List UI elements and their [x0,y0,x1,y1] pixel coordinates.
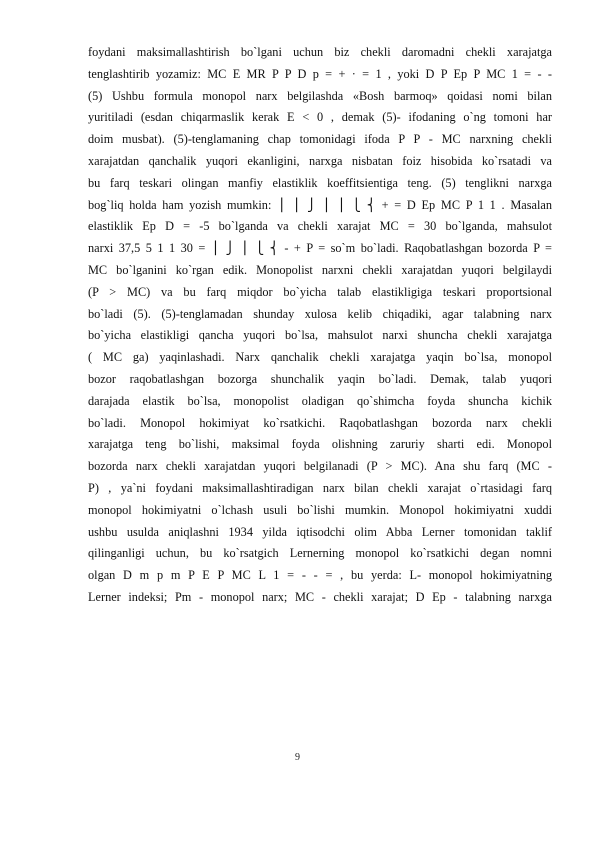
text-line: yuritiladi (esdan chiqarmaslik kerak E < 0 , demak (5)- ifodaning o`ng tomoni har [88,110,552,125]
text-line: ( MC ga) yaqinlashadi. Narx qanchalik chekli xarajatga yaqin bo`lsa, monopol [88,350,552,365]
text-line: bozorda narx chekli xarajatdan yuqori belgilanadi (P > MC). Ana shu farq (MC - [88,459,552,474]
text-line: narxi 37,5 5 1 1 30 = ⎪ ⎭ ⎪ ⎩ ⎨ - + P = so`m bo`ladi. Raqobatlashgan bozorda P = [88,241,552,256]
text-line: darajada elastik bo`lsa, monopolist oladigan qo`shimcha foyda shuncha kichik [88,393,552,408]
text-line: ushbu usulda aniqlashni 1934 yilda iqtisodchi olim Abba Lerner tomonidan taklif [88,524,552,539]
text-line: Lerner indeksi; Pm - monopol narx; MC - chekli xarajat; D Ep - talabning narxga [88,589,552,604]
text-line: (5) Ushbu formula monopol narx belgilashda «Bosh barmoq» qoidasi nomi bilan [88,88,552,103]
text-line: xarajatga teng bo`lishi, maksimal foyda olishning zaruriy sharti edi. Monopol [88,437,552,452]
text-line: P) , ya`ni foydani maksimallashtiradigan narx bilan chekli xarajat o`rtasidagi farq [88,480,552,495]
text-line: (P > MC) va bu farq miqdor bo`yicha talab elastikligiga teskari proportsional [88,284,552,299]
text-line: olgan D m p m P E P MC L 1 = - - = , bu yerda: L- monopol hokimiyatning [88,568,552,583]
text-line: doim musbat). (5)-tenglamaning chap tomonidagi ifoda P P - MC narxning chekli [88,132,552,147]
text-line: bo`ladi (5). (5)-tenglamadan shunday xulosa kelib chiqadiki, agar talabning narx [88,306,552,321]
text-line: foydani maksimallashtirish bo`lgani uchun biz chekli daromadni chekli xarajatga [88,45,552,59]
text-line: tenglashtirib yozamiz: MC E MR P P D p = + · = 1 , yoki D P Ep P MC 1 = - - [88,66,552,81]
text-line: xarajatdan qanchalik yuqori ekanligini, narxga nisbatan foiz hisobida ko`rsatadi va [88,153,552,168]
body-text [88,42,552,609]
text-line: elastiklik Ep D = -5 bo`lganda va chekli xarajat MC = 30 bo`lganda, mahsulot [88,219,552,234]
text-line: MC bo`lganini ko`rgan edik. Monopolist narxni chekli xarajatdan yuqori belgilaydi [88,262,552,277]
text-line: qilinganligi uchun, bu ko`rsatgich Lernerning monopol ko`rsatkichi degan nomni [88,546,552,561]
text-line: bozor raqobatlashgan bozorga shunchalik yaqin bo`ladi. Demak, talab yuqori [88,371,552,386]
text-line: bu farq teskari olingan manfiy elastiklik koeffitsientiga teng. (5) tenglikni narxga [88,175,552,190]
text-line: bo`yicha elastikligi qancha yuqori bo`lsa, mahsulot narxi shuncha chekli xarajatga [88,328,552,343]
text-line: bog`liq holda ham yozish mumkin: ⎪ ⎪ ⎭ ⎪ ⎪ ⎩ ⎨ + = D Ep MC P 1 1 . Masalan [88,197,552,212]
text-line: monopol hokimiyatni o`lchash usuli bo`lishi mumkin. Monopol hokimiyatni xuddi [88,502,552,517]
text-line: bo`ladi. Monopol hokimiyat ko`rsatkichi. Raqobatlashgan bozorda narx chekli [88,415,552,430]
page-number: 9 [295,752,300,763]
